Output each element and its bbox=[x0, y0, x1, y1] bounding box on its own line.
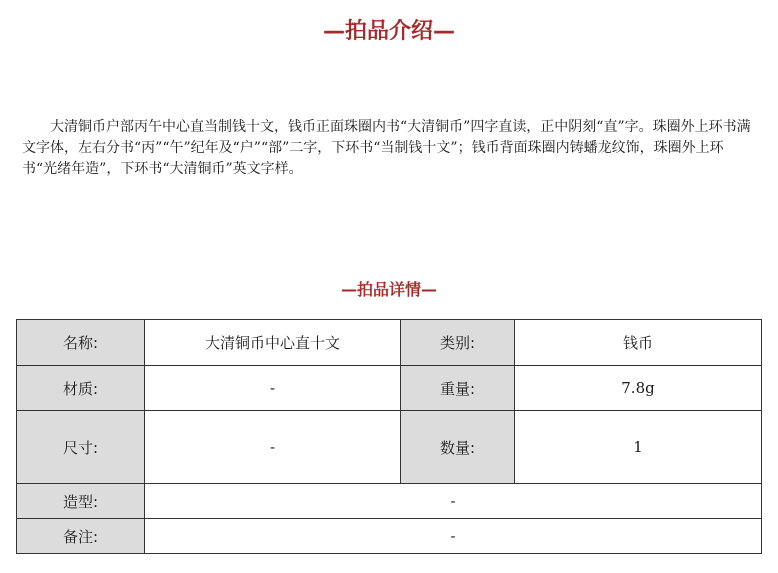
material-label: 材质: bbox=[17, 366, 145, 411]
weight-label: 重量: bbox=[401, 366, 515, 411]
details-title: —拍品详情— bbox=[340, 280, 437, 299]
intro-text: 大清铜币户部丙午中心直当制钱十文，钱币正面珠圈内书“大清铜币”四字直读，正中阴刻“直”字。珠圈外上环书满文字体，左右分书“丙”“午”纪年及“户”“部”二字，下环书“当制钱十文”；钱币背面珠圈内铸蟠龙纹饰，珠圈外上环书“光绪年造”，下环书“大清铜币”英文字样。 bbox=[22, 119, 751, 177]
size-label: 尺寸: bbox=[17, 411, 145, 484]
quantity-value: 1 bbox=[515, 411, 762, 484]
table-row bbox=[17, 366, 762, 411]
shape-label: 造型: bbox=[17, 484, 145, 519]
remark-value: - bbox=[145, 519, 762, 554]
table-row bbox=[17, 411, 762, 484]
name-value: 大清铜币中心直十文 bbox=[145, 320, 401, 366]
size-value: - bbox=[145, 411, 401, 484]
name-label: 名称: bbox=[17, 320, 145, 366]
remark-label: 备注: bbox=[17, 519, 145, 554]
table-row bbox=[17, 484, 762, 519]
table-row bbox=[17, 519, 762, 554]
details-table bbox=[16, 319, 762, 554]
weight-value: 7.8g bbox=[515, 366, 762, 411]
category-label: 类别: bbox=[401, 320, 515, 366]
shape-value: - bbox=[145, 484, 762, 519]
material-value: - bbox=[145, 366, 401, 411]
category-value: 钱币 bbox=[515, 320, 762, 366]
quantity-label: 数量: bbox=[401, 411, 515, 484]
table-row bbox=[17, 320, 762, 366]
intro-title: —拍品介绍— bbox=[322, 19, 455, 44]
